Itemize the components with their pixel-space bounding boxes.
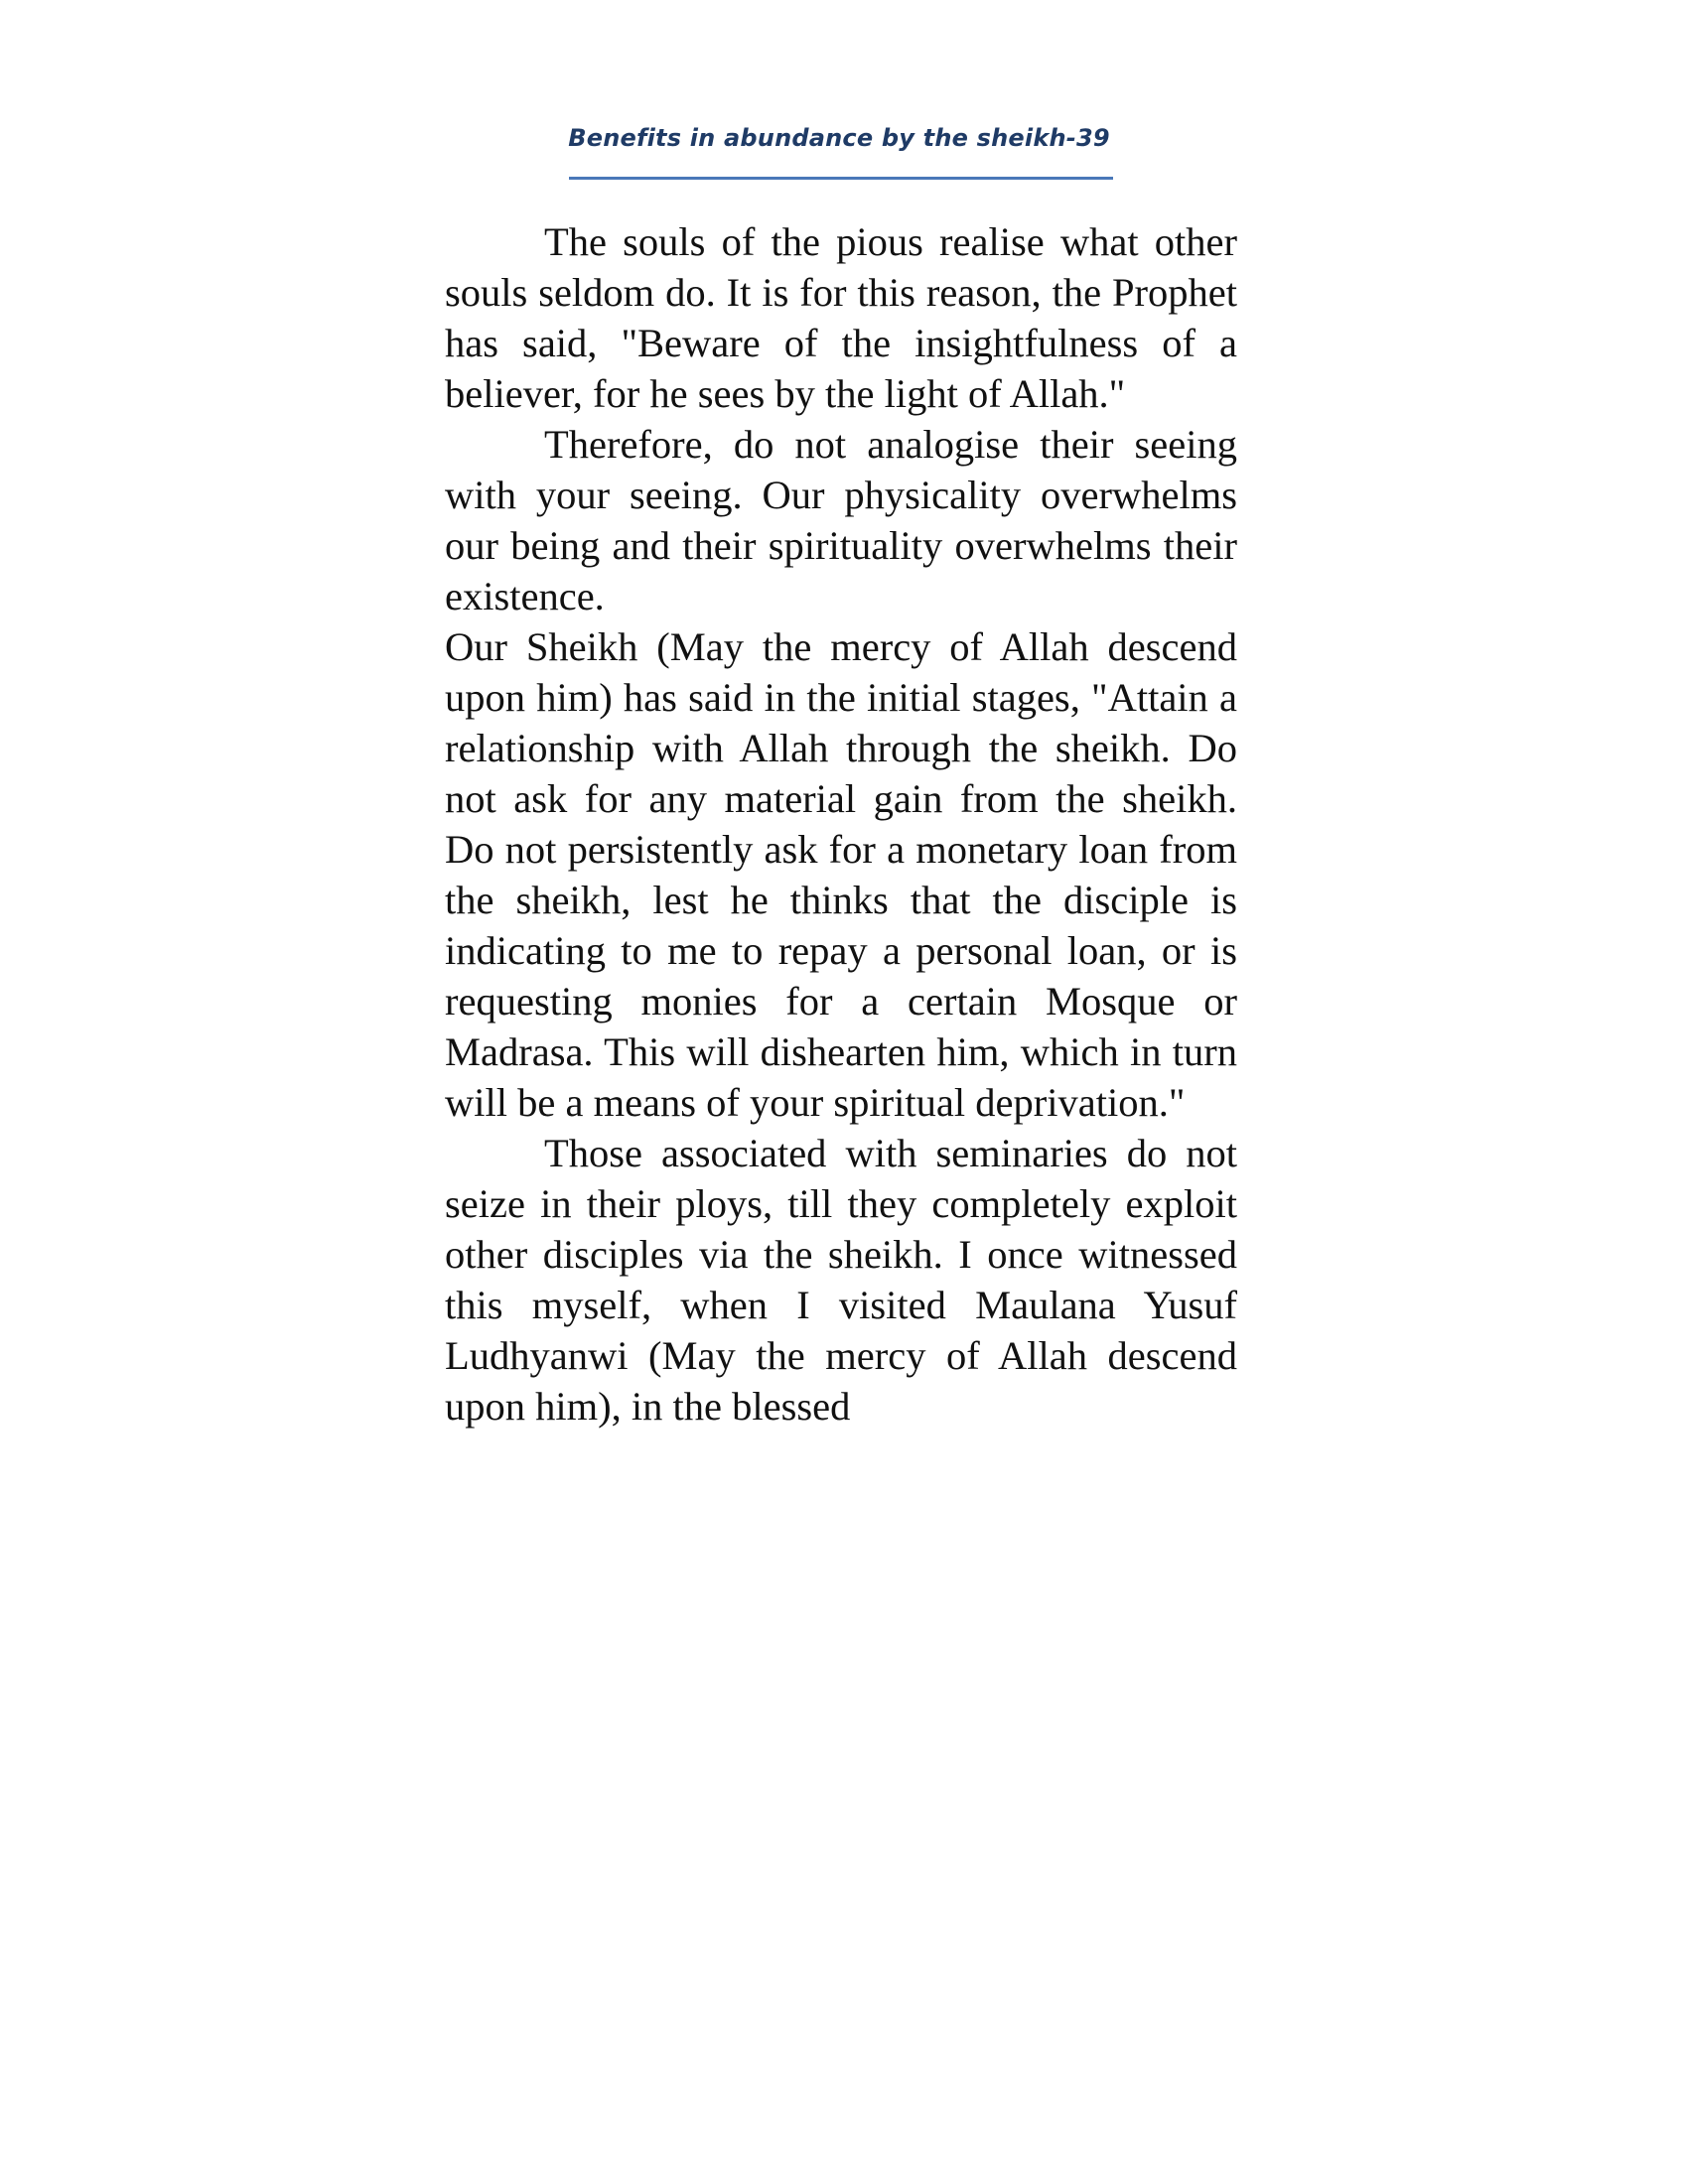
body-text [445,216,1237,1432]
paragraph-1: The souls of the pious realise what other souls seldom do. It is for this reason, the Prophet has said, "Beware of the insightfulness of a believer, for he sees by the light of Allah." [445,219,1237,416]
paragraph-2: Therefore, do not analogise their seeing with your seeing. Our physicality overwhelms our being and their spirituality overwhelms their existence. [445,422,1237,618]
paragraph-4: Those associated with seminaries do not seize in their ploys, till they completely exploit other disciples via the sheikh. I once witnessed this myself, when I visited Maulana Yusuf Ludhyanwi (May the mercy of Allah descend upon him), in the blessed [445,1131,1237,1429]
paragraph-3: Our Sheikh (May the mercy of Allah descend upon him) has said in the initial stages, "Attain a relationship with Allah through the sheikh. Do not ask for any material gain from the sheikh. Do not persistently ask for a monetary loan from the sheikh, lest he thinks that the disciple is indicating to me to repay a personal loan, or is requesting monies for a certain Mosque or Madrasa. This will dishearten him, which in turn will be a means of your spiritual deprivation." [445,624,1237,1125]
running-header: Benefits in abundance by the sheikh-39 [568,124,1110,152]
header-divider [569,177,1113,180]
